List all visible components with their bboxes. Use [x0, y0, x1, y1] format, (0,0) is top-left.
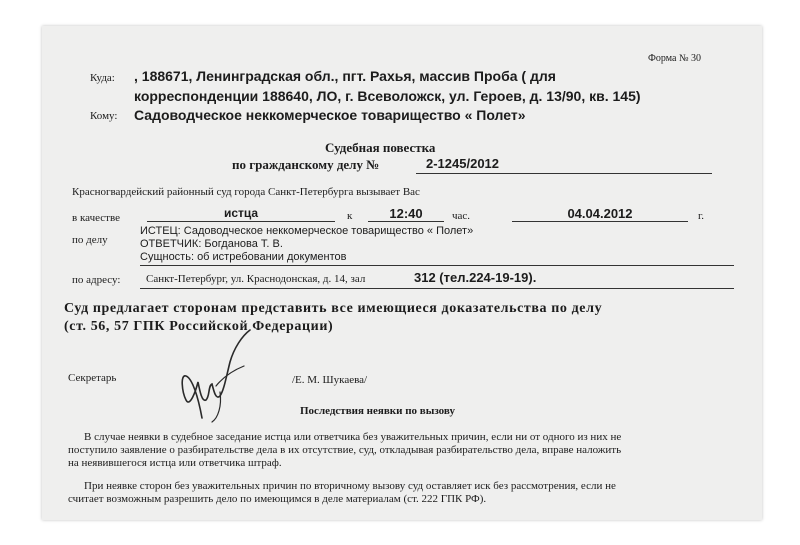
- location-address: Санкт-Петербург, ул. Краснодонская, д. 14, зал: [146, 273, 366, 285]
- consequences-heading: Последствия неявки по вызову: [300, 405, 455, 417]
- address-line-1: , 188671, Ленинградская обл., пгт. Рахья, массив Проба ( для: [134, 68, 556, 84]
- date-value: 04.04.2012: [567, 206, 633, 221]
- secretary-signature-icon: [172, 326, 262, 426]
- hour-label: час.: [452, 210, 471, 222]
- consequences-p1-line-2: поступило заявление о разбирательстве дела в их отсутствие, суд, откладывая разбирательство дела, вправе наложить: [68, 444, 622, 456]
- case-label: по делу: [72, 234, 108, 246]
- capacity-underline: [147, 221, 335, 222]
- court-line: Красногвардейский районный суд города Санкт-Петербурга вызывает Вас: [72, 186, 420, 198]
- form-number: Форма № 30: [648, 53, 701, 64]
- case-essence: Сущность: об истребовании документов: [140, 251, 347, 263]
- case-number-underline: [416, 173, 712, 174]
- capacity-label: в качестве: [72, 212, 120, 224]
- location-hall: 312 (тел.224-19-19).: [414, 270, 537, 285]
- title-line-2: по гражданскому делу №: [232, 157, 380, 172]
- consequences-p1-line-3: на неявившегося истца или ответчика штраф.: [68, 457, 282, 469]
- case-underline: [140, 265, 734, 266]
- year-label: г.: [698, 210, 705, 222]
- date-underline: [512, 221, 688, 222]
- defendant: ОТВЕТЧИК: Богданова Т. В.: [140, 238, 283, 250]
- address-line-2: корреспонденции 188640, ЛО, г. Всеволожск, ул. Героев, д. 13/90, кв. 145): [134, 88, 641, 104]
- consequences-p2-line-1: При неявке сторон без уважительных причин по вторичному вызову суд оставляет иск без рассмотрения, если не: [84, 480, 616, 492]
- location-underline: [140, 288, 734, 289]
- evidence-notice-line-1: Суд предлагает сторонам представить все имеющиеся доказательства по делу: [64, 301, 603, 316]
- capacity-value: истца: [223, 206, 259, 220]
- time-underline: [368, 221, 444, 222]
- time-value: 12:40: [389, 206, 423, 221]
- evidence-notice-line-2: (ст. 56, 57 ГПК Российской Федерации): [64, 319, 334, 334]
- case-number: 2-1245/2012: [426, 156, 500, 171]
- title-line-1: Судебная повестка: [325, 140, 436, 155]
- consequences-p1-line-1: В случае неявки в судебное заседание истца или ответчика без уважительных причин, если ни от одного из них не: [84, 431, 622, 443]
- secretary-name: /Е. М. Шукаева/: [292, 374, 368, 386]
- k-label: к: [347, 210, 353, 222]
- whom-value: Садоводческое неккомерческое товарищество « Полет»: [134, 107, 526, 123]
- to-label: Куда:: [90, 72, 115, 84]
- location-label: по адресу:: [72, 274, 121, 286]
- plaintiff: ИСТЕЦ: Садоводческое неккомерческое товарищество « Полет»: [140, 225, 474, 237]
- consequences-p2-line-2: считает возможным разрешить дело по имеющимся в деле материалам (ст. 222 ГПК РФ).: [68, 493, 487, 505]
- secretary-label: Секретарь: [68, 372, 117, 384]
- whom-label: Кому:: [90, 110, 118, 122]
- summons-document: [42, 26, 762, 520]
